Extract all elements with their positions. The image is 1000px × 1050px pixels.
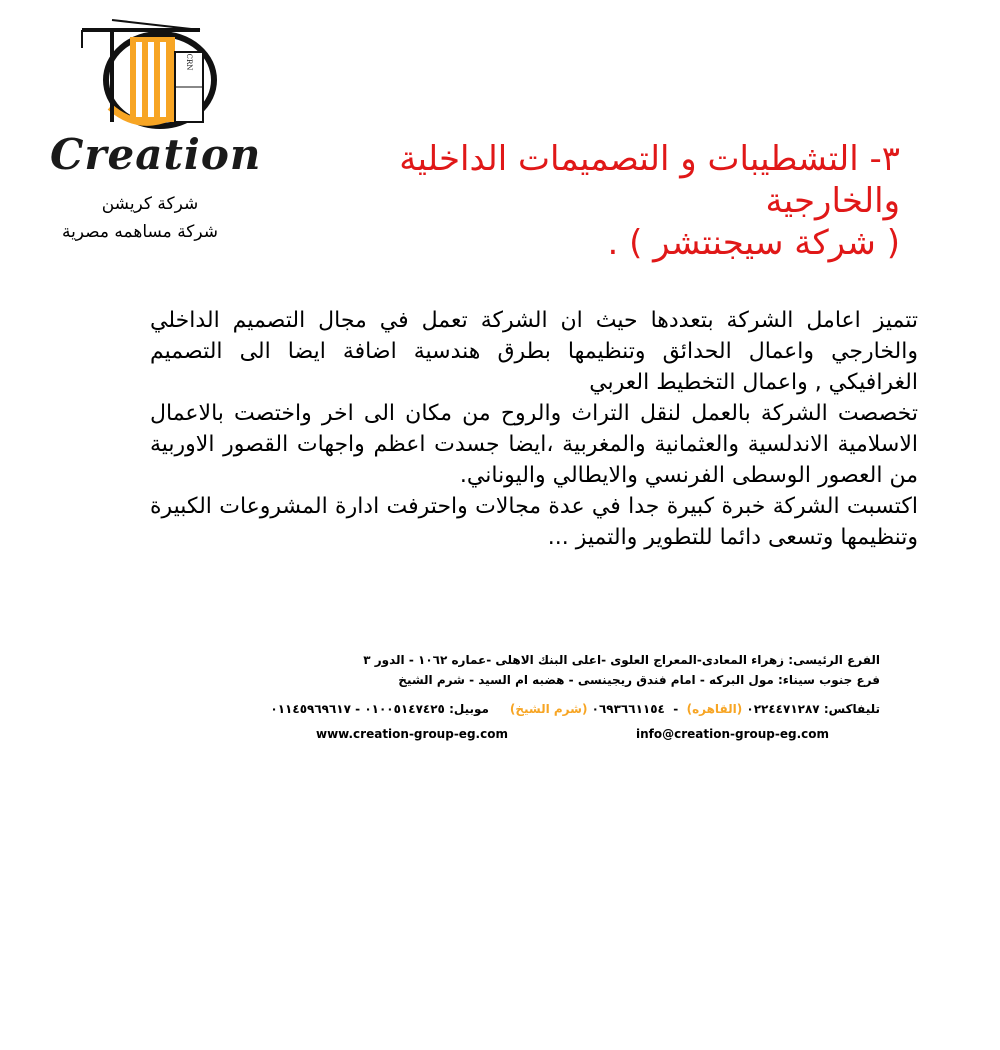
phone-cairo: ٠٢٢٤٤٧١٢٨٧ <box>746 702 820 716</box>
cairo-label: (القاهره) <box>686 702 743 716</box>
website-link[interactable]: www.creation-group-eg.com <box>316 727 508 741</box>
mobile-numbers: ٠١٠٠٥١٤٧٤٢٥ - ٠١١٤٥٩٦٩٦١٧ <box>270 702 445 716</box>
title-line-3: ( شركة سيجنتشر ) . <box>607 223 900 263</box>
paragraph-3: اكتسبت الشركة خبرة كبيرة جدا في عدة مجالات واحترفت ادارة المشروعات الكبيرة وتنظيمها وتسعى دائما للتطوير والتميز ... <box>150 494 918 550</box>
contact-line: تليفاكس: ٠٢٢٤٤٧١٢٨٧ (القاهره) - ٠٦٩٣٦٦١١٥٤ (شرم الشيخ) موبيل: ٠١٠٠٥١٤٧٤٢٥ - ٠١١٤٥٩٦٩٦١٧ <box>270 702 880 716</box>
title-line-2: والخارجية <box>765 181 900 221</box>
phone-sharm: ٠٦٩٣٦٦١١٥٤ <box>591 702 665 716</box>
brand-arabic-name: شركة كريشن <box>101 194 199 214</box>
paragraph-1: تتميز اعامل الشركة بتعددها حيث ان الشركة تعمل في مجال التصميم الداخلي والخارجي واعمال الحدائق وتنظيمها بطرق هندسية اضافة ايضا الى التصميم الغرافيكي , واعمال التخطيط العربي <box>150 308 918 395</box>
email-link[interactable]: info@creation-group-eg.com <box>636 727 830 741</box>
paragraph-2: تخصصت الشركة بالعمل لنقل التراث والروح من مكان الى اخر واختصت بالاعمال الاسلامية الاندلسية والعثمانية والمغربية ،ايضا جسدت اعظم واجهات القصور الاوربية من العصور الوسطى الفرنسي والايطالي واليوناني. <box>150 401 918 488</box>
mobile-label: موبيل: <box>449 702 489 716</box>
sinai-branch-address: فرع جنوب سيناء: مول البركه - امام فندق ريجينسى - هضبه ام السيد - شرم الشيخ <box>398 673 880 687</box>
footer-addresses <box>230 650 880 690</box>
emblem-letters: CRN <box>185 53 193 71</box>
brand-company-type: شركة مساهمه مصرية <box>61 222 219 242</box>
sharm-label: (شرم الشيخ) <box>509 702 588 716</box>
building-crane-emblem <box>80 12 220 137</box>
telefax-label: تليفاكس: <box>823 702 880 716</box>
company-logo <box>50 12 262 242</box>
section-title <box>280 138 900 264</box>
main-branch-address: الفرع الرئيسى: زهراء المعادى-المعراج العلوى -اعلى البنك الاهلى -عماره ١٠٦٢ - الدور ٣ <box>363 653 880 667</box>
brand-name: Creation <box>50 130 262 179</box>
body-text <box>150 305 918 553</box>
title-line-1: ٣- التشطيبات و التصميمات الداخلية <box>399 139 900 179</box>
